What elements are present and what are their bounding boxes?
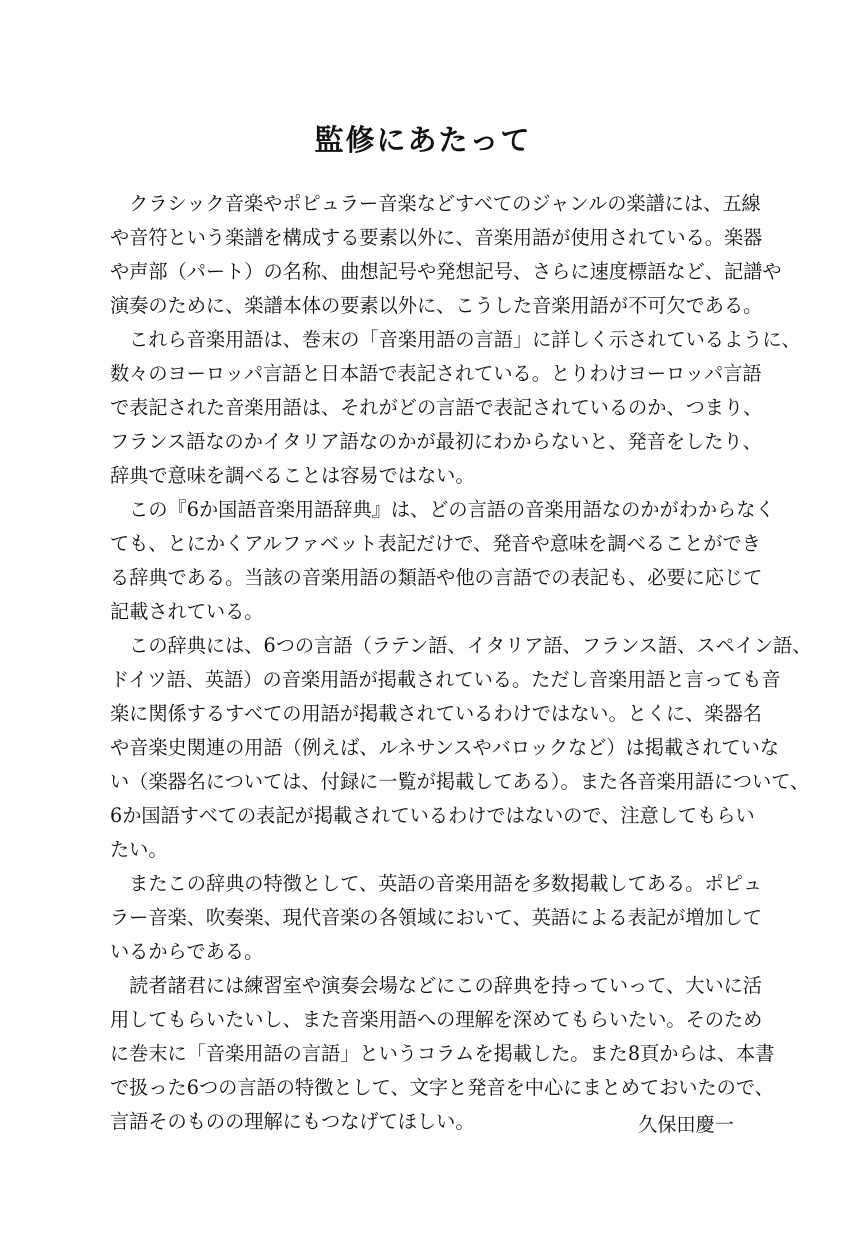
text-line-8: フランス語なのかイタリア語なのかが最初にわからないと、発音をしたり、: [110, 430, 762, 453]
text-line-16: 楽に関係するすべての用語が掲載されているわけではない。とくに、楽器名: [110, 702, 762, 725]
text-line-15: ドイツ語、英語）の音楽用語が掲載されている。ただし音楽用語と言っても音: [110, 668, 781, 691]
author-signature: 久保田慶一: [638, 1113, 734, 1136]
text-line-3: や声部（パート）の名称、曲想記号や発想記号、さらに速度標語など、記譜や: [110, 260, 782, 283]
text-line-26: に巻末に「音楽用語の言語」というコラムを掲載した。また8頁からは、本書: [110, 1042, 775, 1065]
text-line-17: や音楽史関連の用語（例えば、ルネサンスやバロックなど）は掲載されていな: [110, 736, 780, 759]
text-line-4: 演奏のために、楽譜本体の要素以外に、こうした音楽用語が不可欠である。: [110, 294, 763, 317]
text-line-13: 記載されている。: [110, 600, 264, 623]
page-title: 監修にあたって: [314, 123, 532, 157]
text-line-24: 読者諸君には練習室や演奏会場などにこの辞典を持っていって、大いに活: [110, 974, 762, 997]
text-line-10: この『6か国語音楽用語辞典』は、どの言語の音楽用語なのかがわからなく: [110, 498, 775, 521]
text-line-5: これら音楽用語は、巻末の「音楽用語の言語」に詳しく示されているように、: [110, 328, 801, 351]
text-line-20: たい。: [110, 838, 168, 861]
text-line-2: や音符という楽譜を構成する要素以外に、音楽用語が使用されている。楽器: [110, 226, 763, 249]
text-line-7: で表記された音楽用語は、それがどの言語で表記されているのか、つまり、: [110, 396, 763, 419]
text-line-27: で扱った6つの言語の特徴として、文字と発音を中心にまとめておいたので、: [110, 1076, 774, 1099]
text-line-22: ラー音楽、吹奏楽、現代音楽の各領域において、英語による表記が増加して: [110, 906, 762, 929]
text-line-11: ても、とにかくアルファベット表記だけで、発音や意味を調べることができ: [110, 532, 761, 555]
text-line-23: いるからである。: [110, 940, 264, 963]
text-line-25: 用してもらいたいし、また音楽用語への理解を深めてもらいたい。そのため: [110, 1008, 763, 1031]
text-line-18: い（楽器名については、付録に一覧が掲載してある）。また各音楽用語について、: [110, 770, 810, 793]
text-line-6: 数々のヨーロッパ言語と日本語で表記されている。とりわけヨーロッパ言語: [110, 362, 762, 385]
text-line-21: またこの辞典の特徴として、英語の音楽用語を多数掲載してある。ポピュ: [110, 872, 762, 895]
text-line-12: る辞典である。当該の音楽用語の類語や他の言語での表記も、必要に応じて: [110, 566, 763, 589]
text-line-14: この辞典には、6つの言語（ラテン語、イタリア語、フランス語、スペイン語、: [110, 634, 812, 657]
text-line-28: 言語そのものの理解にもつなげてほしい。: [110, 1110, 475, 1133]
text-line-19: 6か国語すべての表記が掲載されているわけではないので、注意してもらい: [110, 804, 755, 827]
text-line-1: クラシック音楽やポピュラー音楽などすべてのジャンルの楽譜には、五線: [110, 192, 761, 215]
text-line-9: 辞典で意味を調べることは容易ではない。: [110, 464, 475, 487]
